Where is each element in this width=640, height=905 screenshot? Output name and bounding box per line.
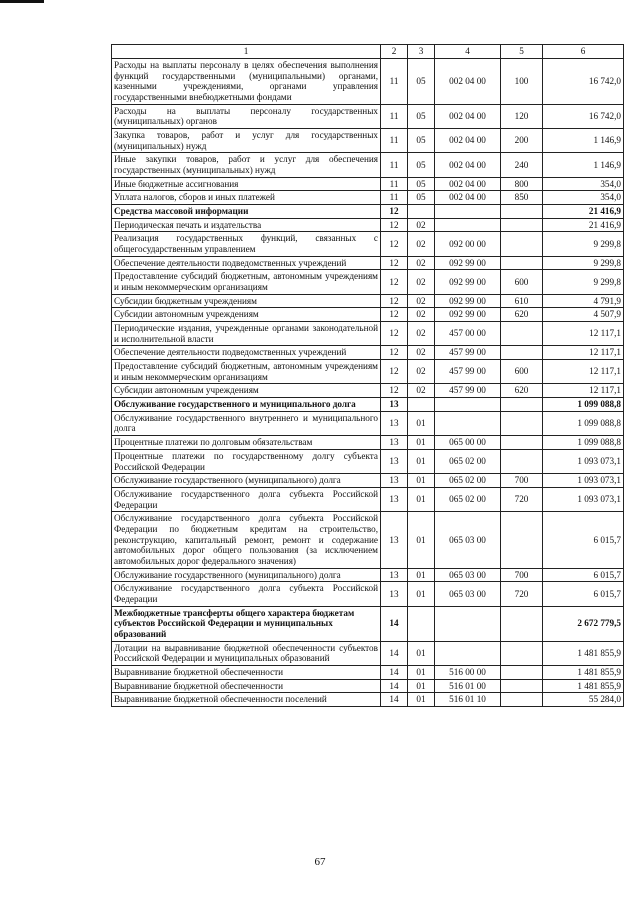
row-section: 14 bbox=[381, 693, 408, 707]
row-expense-type bbox=[501, 606, 543, 641]
table-row bbox=[112, 679, 624, 693]
row-section: 11 bbox=[381, 191, 408, 205]
row-section: 12 bbox=[381, 218, 408, 232]
row-amount: 1 099 088,8 bbox=[543, 411, 624, 435]
row-name: Иные бюджетные ассигнования bbox=[112, 177, 381, 191]
row-section: 11 bbox=[381, 59, 408, 105]
row-subsection: 05 bbox=[408, 104, 435, 128]
table-row bbox=[112, 294, 624, 308]
table-row bbox=[112, 436, 624, 450]
row-expense-type bbox=[501, 218, 543, 232]
row-target-article: 002 04 00 bbox=[435, 191, 501, 205]
row-target-article: 457 99 00 bbox=[435, 346, 501, 360]
row-expense-type: 120 bbox=[501, 104, 543, 128]
row-expense-type: 100 bbox=[501, 59, 543, 105]
row-target-article: 065 02 00 bbox=[435, 449, 501, 473]
row-target-article: 516 01 00 bbox=[435, 679, 501, 693]
row-section: 13 bbox=[381, 582, 408, 606]
row-section: 12 bbox=[381, 270, 408, 294]
row-name: Выравнивание бюджетной обеспеченности bbox=[112, 679, 381, 693]
row-subsection: 02 bbox=[408, 270, 435, 294]
table-row bbox=[112, 218, 624, 232]
row-name: Обслуживание государственного (муниципального) долга bbox=[112, 474, 381, 488]
row-subsection: 01 bbox=[408, 582, 435, 606]
row-expense-type bbox=[501, 679, 543, 693]
row-target-article: 065 03 00 bbox=[435, 568, 501, 582]
row-expense-type: 720 bbox=[501, 582, 543, 606]
table-row bbox=[112, 153, 624, 177]
row-name: Реализация государственных функций, связанных с общегосударственным управлением bbox=[112, 232, 381, 256]
row-section: 11 bbox=[381, 104, 408, 128]
row-subsection: 01 bbox=[408, 679, 435, 693]
row-amount: 1 146,9 bbox=[543, 153, 624, 177]
row-expense-type: 800 bbox=[501, 177, 543, 191]
row-subsection bbox=[408, 205, 435, 219]
row-section: 12 bbox=[381, 360, 408, 384]
row-section: 13 bbox=[381, 411, 408, 435]
row-expense-type bbox=[501, 449, 543, 473]
row-expense-type: 850 bbox=[501, 191, 543, 205]
row-amount: 2 672 779,5 bbox=[543, 606, 624, 641]
row-target-article: 457 00 00 bbox=[435, 322, 501, 346]
row-expense-type bbox=[501, 665, 543, 679]
row-name: Процентные платежи по долговым обязательствам bbox=[112, 436, 381, 450]
table-row bbox=[112, 693, 624, 707]
row-section: 11 bbox=[381, 153, 408, 177]
row-expense-type bbox=[501, 232, 543, 256]
row-section: 14 bbox=[381, 679, 408, 693]
table-row bbox=[112, 104, 624, 128]
row-subsection: 02 bbox=[408, 308, 435, 322]
table-row bbox=[112, 205, 624, 219]
row-target-article: 002 04 00 bbox=[435, 129, 501, 153]
row-subsection: 02 bbox=[408, 232, 435, 256]
row-name: Предоставление субсидий бюджетным, автономным учреждениям и иным некоммерческим организациям bbox=[112, 360, 381, 384]
row-name: Обеспечение деятельности подведомственных учреждений bbox=[112, 256, 381, 270]
row-subsection: 01 bbox=[408, 512, 435, 568]
row-amount: 1 099 088,8 bbox=[543, 398, 624, 412]
row-subsection: 02 bbox=[408, 294, 435, 308]
row-expense-type bbox=[501, 512, 543, 568]
row-target-article: 457 99 00 bbox=[435, 384, 501, 398]
row-amount: 6 015,7 bbox=[543, 568, 624, 582]
header-col-4: 4 bbox=[435, 45, 501, 59]
table-row bbox=[112, 232, 624, 256]
row-amount: 1 481 855,9 bbox=[543, 665, 624, 679]
row-name: Обслуживание государственного (муниципального) долга bbox=[112, 568, 381, 582]
table-row bbox=[112, 487, 624, 511]
row-subsection: 02 bbox=[408, 360, 435, 384]
row-expense-type bbox=[501, 641, 543, 665]
table-row bbox=[112, 177, 624, 191]
row-amount: 12 117,1 bbox=[543, 384, 624, 398]
row-subsection: 01 bbox=[408, 474, 435, 488]
header-col-6: 6 bbox=[543, 45, 624, 59]
row-amount: 1 093 073,1 bbox=[543, 487, 624, 511]
row-expense-type bbox=[501, 693, 543, 707]
row-amount: 12 117,1 bbox=[543, 360, 624, 384]
row-subsection: 02 bbox=[408, 256, 435, 270]
row-amount: 354,0 bbox=[543, 177, 624, 191]
row-expense-type: 720 bbox=[501, 487, 543, 511]
row-target-article: 092 00 00 bbox=[435, 232, 501, 256]
row-subsection: 01 bbox=[408, 693, 435, 707]
row-amount: 1 481 855,9 bbox=[543, 641, 624, 665]
header-col-3: 3 bbox=[408, 45, 435, 59]
row-section: 12 bbox=[381, 308, 408, 322]
row-target-article: 065 02 00 bbox=[435, 487, 501, 511]
row-section: 13 bbox=[381, 512, 408, 568]
row-subsection: 05 bbox=[408, 177, 435, 191]
row-target-article: 516 01 10 bbox=[435, 693, 501, 707]
row-expense-type bbox=[501, 256, 543, 270]
row-expense-type bbox=[501, 205, 543, 219]
table-row bbox=[112, 606, 624, 641]
row-expense-type bbox=[501, 436, 543, 450]
row-section: 11 bbox=[381, 129, 408, 153]
row-amount: 9 299,8 bbox=[543, 270, 624, 294]
row-target-article: 002 04 00 bbox=[435, 104, 501, 128]
table-row bbox=[112, 322, 624, 346]
row-expense-type: 700 bbox=[501, 568, 543, 582]
row-subsection: 02 bbox=[408, 218, 435, 232]
row-subsection: 01 bbox=[408, 436, 435, 450]
row-amount: 21 416,9 bbox=[543, 218, 624, 232]
table-row bbox=[112, 360, 624, 384]
row-section: 12 bbox=[381, 232, 408, 256]
row-amount: 9 299,8 bbox=[543, 232, 624, 256]
row-name: Субсидии автономным учреждениям bbox=[112, 384, 381, 398]
row-subsection: 01 bbox=[408, 665, 435, 679]
row-name: Обслуживание государственного долга субъекта Российской Федерации bbox=[112, 582, 381, 606]
row-section: 14 bbox=[381, 606, 408, 641]
row-name: Субсидии бюджетным учреждениям bbox=[112, 294, 381, 308]
row-target-article: 065 00 00 bbox=[435, 436, 501, 450]
row-name: Периодическая печать и издательства bbox=[112, 218, 381, 232]
row-name: Расходы на выплаты персоналу государственных (муниципальных) органов bbox=[112, 104, 381, 128]
row-amount: 1 481 855,9 bbox=[543, 679, 624, 693]
row-name: Периодические издания, учрежденные органами законодательной и исполнительной власти bbox=[112, 322, 381, 346]
row-amount: 4 791,9 bbox=[543, 294, 624, 308]
row-amount: 4 507,9 bbox=[543, 308, 624, 322]
row-expense-type: 620 bbox=[501, 384, 543, 398]
table-row bbox=[112, 641, 624, 665]
row-expense-type bbox=[501, 411, 543, 435]
row-target-article: 065 03 00 bbox=[435, 512, 501, 568]
row-name: Субсидии автономным учреждениям bbox=[112, 308, 381, 322]
header-col-2: 2 bbox=[381, 45, 408, 59]
row-name: Обслуживание государственного и муниципального долга bbox=[112, 398, 381, 412]
row-expense-type: 240 bbox=[501, 153, 543, 177]
row-expense-type: 700 bbox=[501, 474, 543, 488]
row-subsection: 02 bbox=[408, 384, 435, 398]
header-col-1: 1 bbox=[112, 45, 381, 59]
row-target-article bbox=[435, 398, 501, 412]
table-header-row bbox=[112, 45, 624, 59]
row-amount: 1 099 088,8 bbox=[543, 436, 624, 450]
row-name: Закупка товаров, работ и услуг для государственных (муниципальных) нужд bbox=[112, 129, 381, 153]
row-target-article bbox=[435, 641, 501, 665]
table-row bbox=[112, 256, 624, 270]
row-expense-type: 600 bbox=[501, 270, 543, 294]
table-row bbox=[112, 59, 624, 105]
row-target-article: 516 00 00 bbox=[435, 665, 501, 679]
row-target-article: 002 04 00 bbox=[435, 153, 501, 177]
row-target-article bbox=[435, 606, 501, 641]
row-name: Иные закупки товаров, работ и услуг для обеспечения государственных (муниципальных) нужд bbox=[112, 153, 381, 177]
row-section: 13 bbox=[381, 436, 408, 450]
table-row bbox=[112, 308, 624, 322]
row-name: Выравнивание бюджетной обеспеченности поселений bbox=[112, 693, 381, 707]
row-name: Обслуживание государственного долга субъекта Российской Федерации bbox=[112, 487, 381, 511]
row-subsection: 02 bbox=[408, 322, 435, 346]
corner-scan-mark bbox=[0, 0, 44, 3]
table-row bbox=[112, 346, 624, 360]
row-subsection: 01 bbox=[408, 568, 435, 582]
row-amount: 12 117,1 bbox=[543, 322, 624, 346]
row-name: Межбюджетные трансферты общего характера бюджетам субъектов Российской Федерации и муниципальных образований bbox=[112, 606, 381, 641]
row-section: 12 bbox=[381, 322, 408, 346]
row-amount: 6 015,7 bbox=[543, 512, 624, 568]
row-name: Обеспечение деятельности подведомственных учреждений bbox=[112, 346, 381, 360]
row-target-article: 457 99 00 bbox=[435, 360, 501, 384]
row-expense-type bbox=[501, 322, 543, 346]
row-section: 12 bbox=[381, 205, 408, 219]
row-section: 12 bbox=[381, 346, 408, 360]
table-row bbox=[112, 384, 624, 398]
table-row bbox=[112, 270, 624, 294]
row-section: 12 bbox=[381, 294, 408, 308]
row-amount: 1 146,9 bbox=[543, 129, 624, 153]
row-amount: 6 015,7 bbox=[543, 582, 624, 606]
row-name: Дотации на выравнивание бюджетной обеспеченности субъектов Российской Федерации и муниципальных образований bbox=[112, 641, 381, 665]
row-target-article bbox=[435, 218, 501, 232]
row-subsection: 05 bbox=[408, 191, 435, 205]
row-expense-type bbox=[501, 346, 543, 360]
row-section: 14 bbox=[381, 665, 408, 679]
row-section: 13 bbox=[381, 474, 408, 488]
row-section: 12 bbox=[381, 384, 408, 398]
table-body bbox=[112, 59, 624, 707]
row-amount: 21 416,9 bbox=[543, 205, 624, 219]
row-amount: 55 284,0 bbox=[543, 693, 624, 707]
row-subsection: 01 bbox=[408, 449, 435, 473]
table-row bbox=[112, 474, 624, 488]
table-row bbox=[112, 411, 624, 435]
row-section: 11 bbox=[381, 177, 408, 191]
row-subsection: 01 bbox=[408, 641, 435, 665]
row-name: Средства массовой информации bbox=[112, 205, 381, 219]
row-name: Расходы на выплаты персоналу в целях обеспечения выполнения функций государственными (муниципальными) органами, казенными учреждениями, органами управления государственными внебюджетными фондами bbox=[112, 59, 381, 105]
row-expense-type: 610 bbox=[501, 294, 543, 308]
row-amount: 16 742,0 bbox=[543, 104, 624, 128]
row-section: 14 bbox=[381, 641, 408, 665]
row-subsection bbox=[408, 606, 435, 641]
row-expense-type: 200 bbox=[501, 129, 543, 153]
row-target-article: 092 99 00 bbox=[435, 308, 501, 322]
row-expense-type: 620 bbox=[501, 308, 543, 322]
row-name: Процентные платежи по государственному долгу субъекта Российской Федерации bbox=[112, 449, 381, 473]
page-number: 67 bbox=[314, 856, 326, 868]
table-row bbox=[112, 398, 624, 412]
row-amount: 9 299,8 bbox=[543, 256, 624, 270]
row-amount: 354,0 bbox=[543, 191, 624, 205]
row-amount: 1 093 073,1 bbox=[543, 474, 624, 488]
row-name: Обслуживание государственного долга субъекта Российской Федерации по бюджетным кредитам на строительство, реконструкцию, капитальный ремонт, ремонт и содержание автомобильных дорог общего пользования (за исключением автомобильных дорог федерального значения) bbox=[112, 512, 381, 568]
row-target-article: 065 02 00 bbox=[435, 474, 501, 488]
row-target-article: 092 99 00 bbox=[435, 270, 501, 294]
row-name: Уплата налогов, сборов и иных платежей bbox=[112, 191, 381, 205]
row-name: Выравнивание бюджетной обеспеченности bbox=[112, 665, 381, 679]
row-amount: 1 093 073,1 bbox=[543, 449, 624, 473]
row-subsection: 05 bbox=[408, 129, 435, 153]
row-name: Предоставление субсидий бюджетным, автономным учреждениям и иным некоммерческим организациям bbox=[112, 270, 381, 294]
row-subsection bbox=[408, 398, 435, 412]
row-target-article: 092 99 00 bbox=[435, 294, 501, 308]
row-expense-type: 600 bbox=[501, 360, 543, 384]
table-row bbox=[112, 512, 624, 568]
row-section: 13 bbox=[381, 398, 408, 412]
row-section: 12 bbox=[381, 256, 408, 270]
row-expense-type bbox=[501, 398, 543, 412]
row-amount: 16 742,0 bbox=[543, 59, 624, 105]
row-name: Обслуживание государственного внутреннего и муниципального долга bbox=[112, 411, 381, 435]
row-section: 13 bbox=[381, 568, 408, 582]
row-subsection: 05 bbox=[408, 153, 435, 177]
row-target-article bbox=[435, 205, 501, 219]
row-section: 13 bbox=[381, 487, 408, 511]
table-row bbox=[112, 665, 624, 679]
budget-table bbox=[111, 44, 624, 707]
row-subsection: 02 bbox=[408, 346, 435, 360]
row-target-article: 092 99 00 bbox=[435, 256, 501, 270]
row-subsection: 01 bbox=[408, 487, 435, 511]
row-target-article: 065 03 00 bbox=[435, 582, 501, 606]
table-row bbox=[112, 449, 624, 473]
row-target-article: 002 04 00 bbox=[435, 177, 501, 191]
table-row bbox=[112, 129, 624, 153]
row-target-article bbox=[435, 411, 501, 435]
row-section: 13 bbox=[381, 449, 408, 473]
table-row bbox=[112, 568, 624, 582]
row-amount: 12 117,1 bbox=[543, 346, 624, 360]
row-subsection: 05 bbox=[408, 59, 435, 105]
table-row bbox=[112, 582, 624, 606]
header-col-5: 5 bbox=[501, 45, 543, 59]
table-row bbox=[112, 191, 624, 205]
row-subsection: 01 bbox=[408, 411, 435, 435]
row-target-article: 002 04 00 bbox=[435, 59, 501, 105]
